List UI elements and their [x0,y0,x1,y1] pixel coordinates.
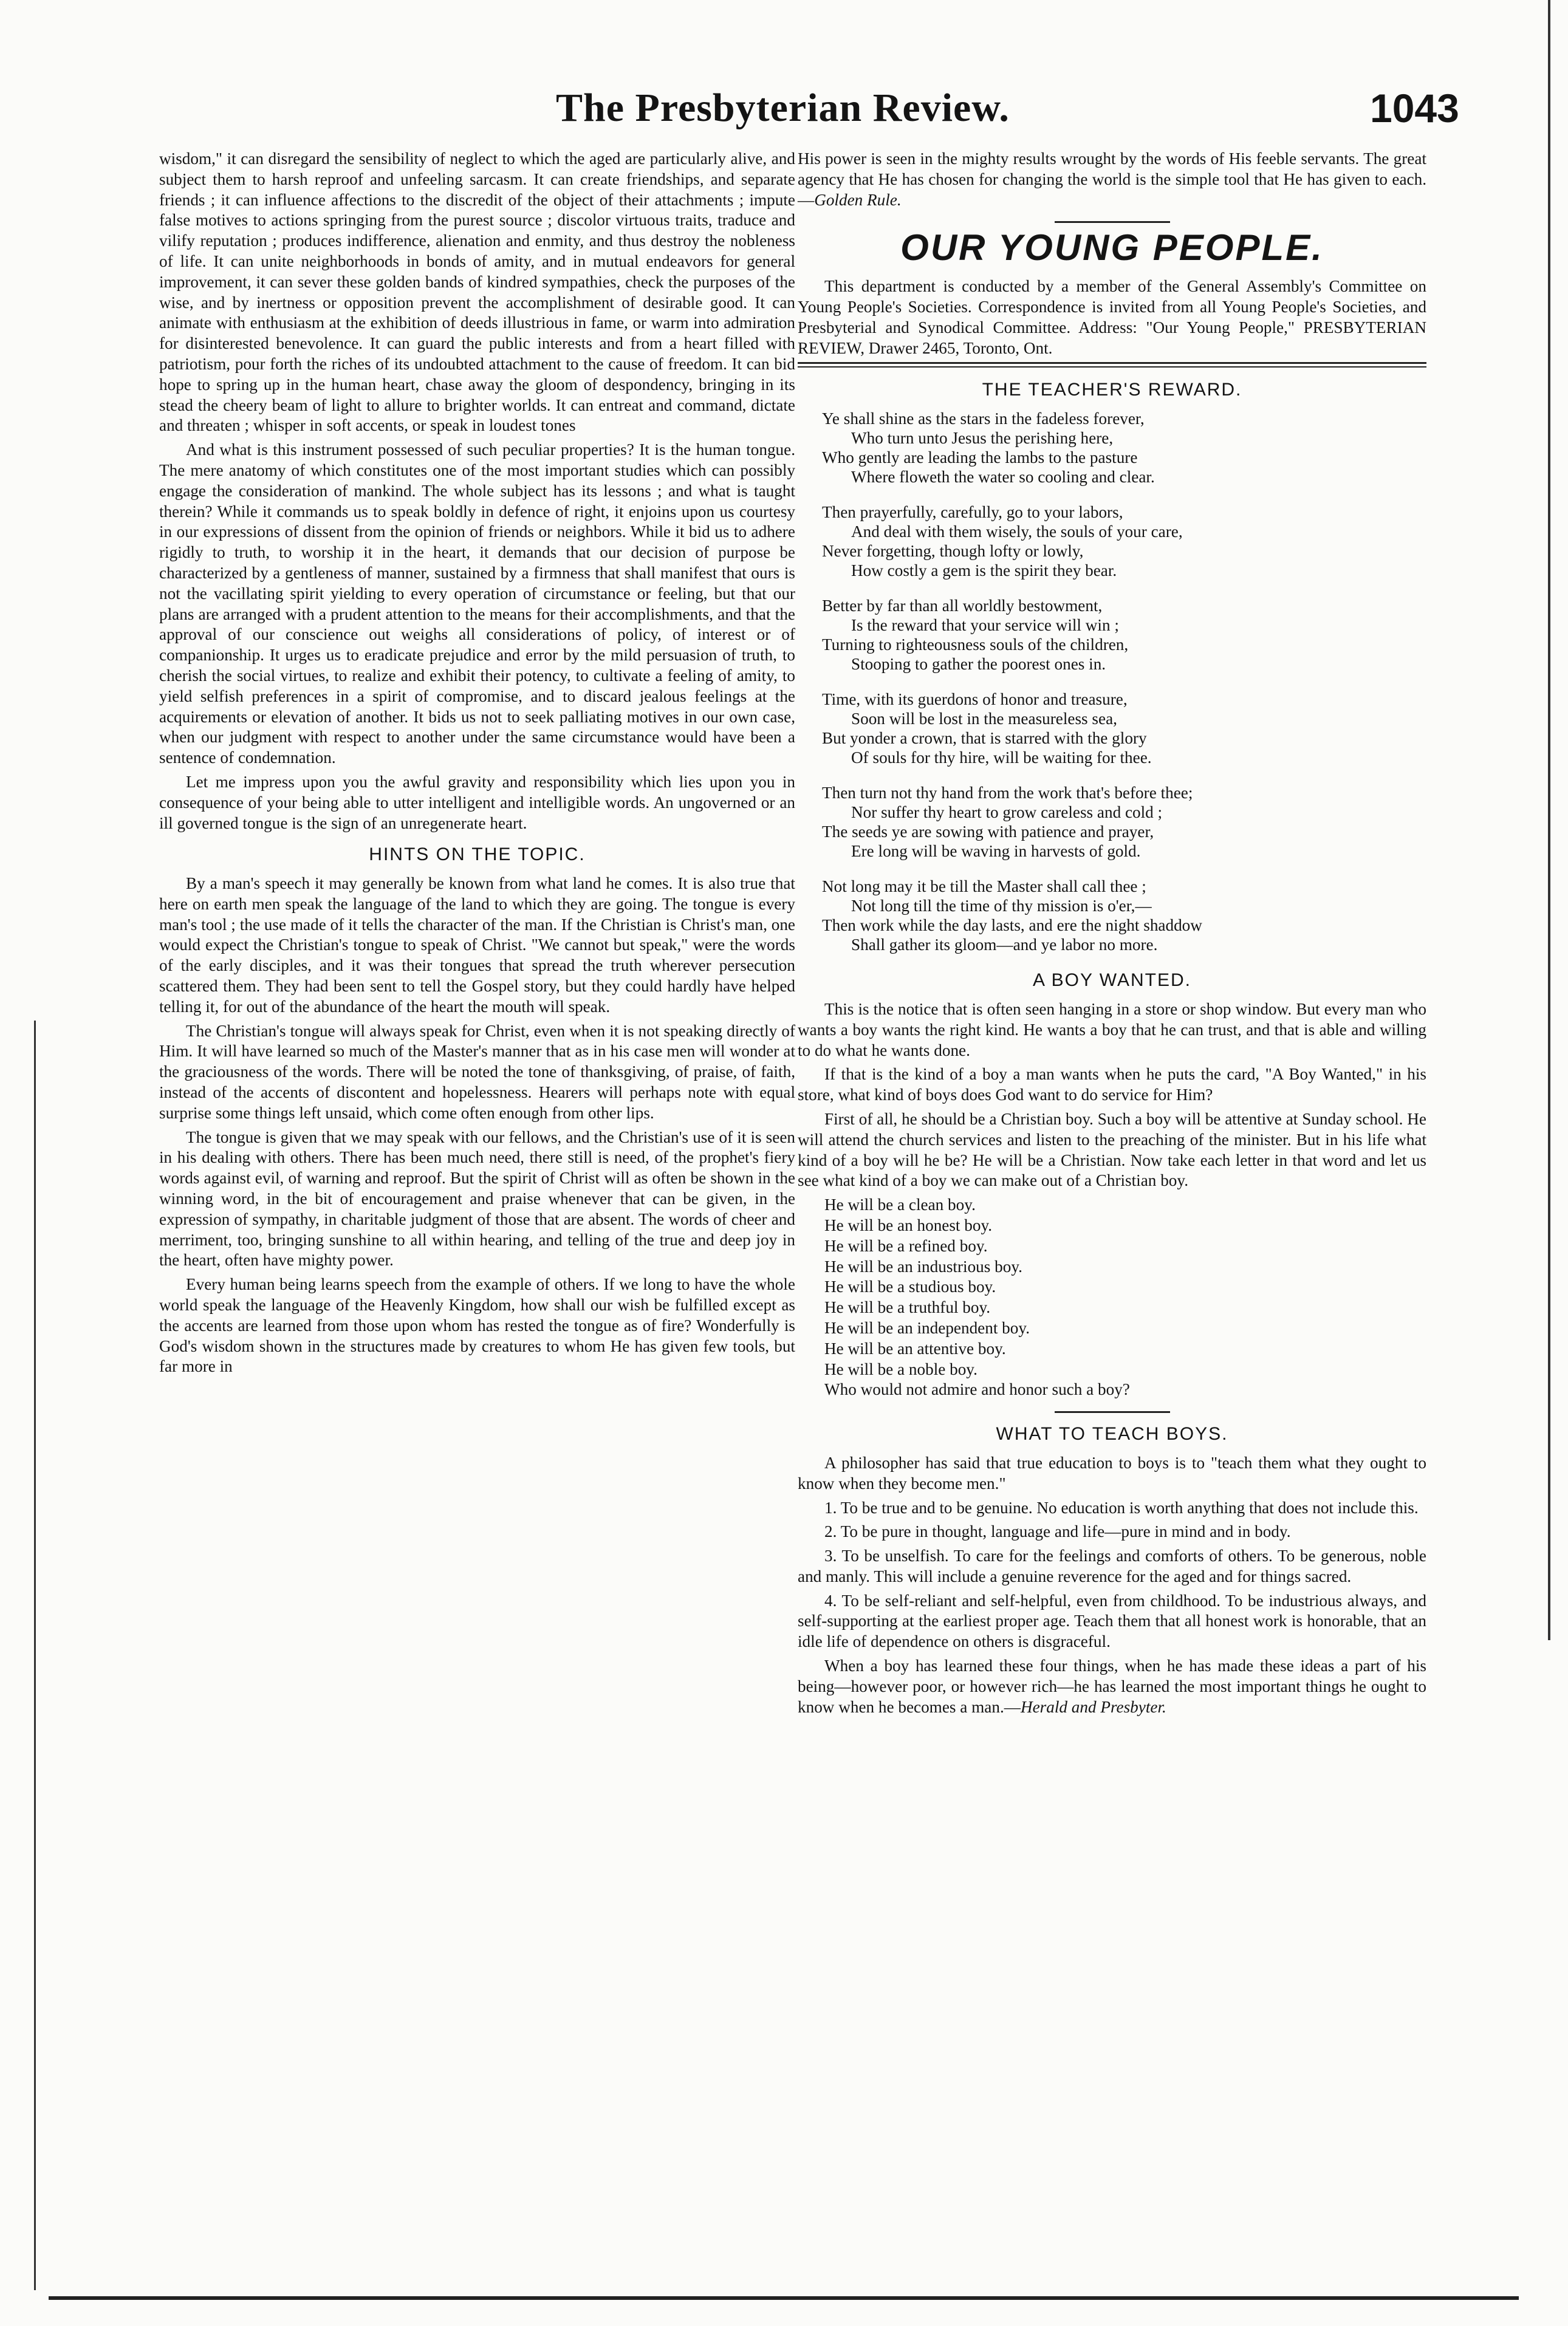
poem-line: Nor suffer thy heart to grow careless and cold ; [851,803,1163,822]
section-heading-young-people: OUR YOUNG PEOPLE. [900,227,1324,269]
paragraph: The Christian's tongue will always speak for Christ, even when it is not speaking directly of Him. It will have learned so much of the Master's manner that as in his case men will wonder at the graciousness of the words. There will be noted the tone of thanksgiving, of praise, of faith, instead of the accents of discontent and hopelessness. Hearers will perhaps note with equal surprise some things left unsaid, which come often enough from other lips. [159,1021,795,1122]
poem-line: The seeds ye are sowing with patience and prayer, [822,823,1154,841]
poem-line: Turning to righteousness souls of the children, [822,635,1129,654]
paragraph: If that is the kind of a boy a man wants when he puts the card, "A Boy Wanted," in his store, what kind of boys does God want to do service for Him? [798,1065,1426,1104]
paragraph: The tongue is given that we may speak with our fellows, and the Christian's use of it is seen in his dealing with others. There has been much need, there still is need, of the prophet's fiery words against evil, of warning and reproof. But the spirit of Christ will as often be shown in the winning word, in the bit of encouragement and praise whenever that can be given, in the expression of sympathy, in charitable judgment of those that are absent. The words of cheer and merriment, too, bringing sunshine to all within hearing, and telling of the true and deep joy in the heart, often have mighty power. [159,1127,795,1270]
footer-rule [49,2296,1519,2300]
paragraph [798,1656,1426,1717]
poem-line: Better by far than all worldly bestowment, [822,597,1103,615]
paragraph: 2. To be pure in thought, language and life—pure in mind and in body. [824,1522,1291,1541]
poem-line: Who turn unto Jesus the perishing here, [851,429,1114,448]
list-item: He will be a studious boy. [824,1278,996,1296]
page-header [58,85,1459,140]
masthead: The Presbyterian Review. [556,86,1010,130]
margin-line [1548,0,1550,1640]
poem-line: Ere long will be waving in harvests of gold. [851,842,1141,861]
list-item: He will be a clean boy. [824,1195,976,1214]
poem-line: Stooping to gather the poorest ones in. [851,655,1106,674]
poem-line: Not long till the time of thy mission is o'er,— [851,897,1152,915]
left-column [159,149,795,1381]
section-heading-hints: HINTS ON THE TOPIC. [369,844,586,865]
divider [1055,1411,1170,1413]
page-number: 1043 [1370,86,1459,131]
list-item: He will be a noble boy. [824,1360,977,1378]
poem-line: Ye shall shine as the stars in the fadeless forever, [822,409,1145,428]
list-item: He will be a truthful boy. [824,1298,991,1317]
paragraph: 4. To be self-reliant and self-helpful, even from childhood. To be industrious always, and self-supporting at the earliest proper age. Teach them that all honest work is honorable, that an idle life of dependence on others is disgraceful. [798,1591,1426,1651]
paragraph-text: His power is seen in the mighty results wrought by the words of His feeble servants. The great agency that He has chosen for changing the world is the simple tool that He has given to each.— [798,149,1426,209]
stanza [822,502,1426,580]
poem [822,409,1426,954]
poem-line: Of souls for thy hire, will be waiting for thee. [851,748,1152,767]
poem-line: Time, with its guerdons of honor and treasure, [822,690,1128,709]
poem-line: Is the reward that your service will win ; [851,616,1119,635]
list-item: He will be an independent boy. [824,1318,1030,1337]
paragraph: Every human being learns speech from the example of others. If we long to have the whole world speak the language of the Heavenly Kingdom, how shall our wish be fulfilled except as the accents are learned from those upon whom has rested the tongue as of fire? Wonderfully is God's wisdom shown in the structures made by creatures to whom He has given few tools, but far more in [159,1275,795,1376]
poem-line: How costly a gem is the spirit they bear. [851,561,1117,580]
poem-line: Not long may it be till the Master shall call thee ; [822,877,1146,896]
poem-line: Shall gather its gloom—and ye labor no more. [851,936,1158,954]
stanza [822,689,1426,767]
stanza [822,877,1426,954]
paragraph: This is the notice that is often seen hanging in a store or shop window. But every man who wants a boy wants the right kind. He wants a boy that he can trust, and that is able and willing to do what he wants done. [798,999,1426,1059]
paragraph: A philosopher has said that true education to boys is to "teach them what they ought to know when they become men." [798,1453,1426,1493]
poem-line: And deal with them wisely, the souls of your care, [851,522,1183,541]
section-heading-teacher: THE TEACHER'S REWARD. [982,380,1242,400]
intro-paragraph: This department is conducted by a member of the General Assembly's Committee on Young People's Societies. Correspondence is invited from all Young People's Societies, and Presbyterial and Synodical Committee. Address: "Our Young People," PRESBYTERIAN REVIEW, Drawer 2465, Toronto, Ont. [798,277,1426,357]
stanza [822,783,1426,861]
paragraph: Let me impress upon you the awful gravity and responsibility which lies upon you in consequence of your being able to utter intelligent and intelligible words. An ungoverned or an ill governed tongue is the sign of an unregenerate heart. [159,772,795,832]
attribution: Herald and Presbyter. [1020,1697,1166,1716]
list-item: Who would not admire and honor such a boy? [824,1380,1130,1399]
list-item: He will be an attentive boy. [824,1339,1006,1358]
poem-line: Soon will be lost in the measureless sea, [851,710,1117,728]
stanza [822,596,1426,674]
right-column [798,149,1426,1721]
list-item: He will be an honest boy. [824,1216,993,1234]
poem-line: Then turn not thy hand from the work that's before thee; [822,784,1193,802]
poem-line: Then prayerfully, carefully, go to your labors, [822,503,1123,522]
paragraph [798,149,1426,210]
poem-line: But yonder a crown, that is starred with the glory [822,729,1147,748]
margin-line [34,1021,36,2290]
stanza [822,409,1426,487]
section-heading-boy-wanted: A BOY WANTED. [1032,970,1192,991]
poem-line: Who gently are leading the lambs to the pasture [822,448,1138,467]
paragraph-text: When a boy has learned these four things, when he has made these ideas a part of his being—however poor, or however rich—he has learned the most important things he ought to know when he becomes a man.— [798,1657,1426,1716]
list-item: He will be a refined boy. [824,1236,988,1255]
poem-line: Then work while the day lasts, and ere the night shaddow [822,916,1202,935]
paragraph: 1. To be true and to be genuine. No education is worth anything that does not include this. [824,1498,1419,1517]
poem-line: Where floweth the water so cooling and clear. [851,468,1155,487]
paragraph: By a man's speech it may generally be known from what land he comes. It is also true that here on earth men speak the language of the land to which they are going. The tongue is every man's tool ; the use made of it tells the character of the man. If the Christian is Christ's man, one would expect the Christian's tongue to speak of Christ. "We cannot but speak," were the words of the early disciples, and it was their tongues that spread the truth wherever persecution scattered them. They had been sent to tell the Gospel story, but they could hardly have helped telling it, for out of the abundance of the heart the mouth will speak. [159,874,795,1016]
paragraph: First of all, he should be a Christian boy. Such a boy will be attentive at Sunday school. He will attend the church services and listen to the preaching of the minister. But in his life what kind of a boy will he be? He will be a Christian. Now take each letter in that word and let us see what kind of a boy we can make out of a Christian boy. [798,1109,1426,1190]
poem-line: Never forgetting, though lofty or lowly, [822,542,1084,561]
paragraph: And what is this instrument possessed of such peculiar properties? It is the human tongue. The mere anatomy of which constitutes one of the most important studies which can possibly engage the consideration of mankind. The whole subject has its lessons ; and what is taught therein? While it commands us to speak boldly in defence of right, it enjoins upon us courtesy in our expressions of dissent from the opinion of friends or neighbors. While it bid us to adhere rigidly to truth, to worship it in the heart, it demands that our decision of purpose be characterized by a gentleness of manner, sustained by a firmness that shall manifest that ours is not the vacillating spirit yielding to every operation of circumstance or feeling, but that our plans are arranged with a prudent attention to the means for their accomplishments, and that the approval of our conscience out weighs all considerations of policy, of interest or of companionship. It urges us to eradicate prejudice and error by the mild persuasion of truth, to cherish the social virtues, to realize and exhibit their potency, to cultivate a feeling of amity, to yield selfish preferences in a spirit of compromise, and to discard jealous feelings at the acquirements or elevation of another. It bids us not to seek palliating motives in our own case, when our judgment with respect to another under the same circumstance would have been a sentence of condemnation. [159,440,795,767]
divider [1055,221,1170,223]
paragraph: wisdom," it can disregard the sensibility of neglect to which the aged are particularly alive, and subject them to harsh reproof and unfeeling sarcasm. It can create friendships, and separate friends ; it can influence affections to the discredit of the object of their attachments ; impute false motives to actions springing from the purest source ; discolor virtuous traits, traduce and vilify reputation ; produces indifference, alienation and enmity, and thus destroy the nobleness of life. It can unite neighborhoods in bonds of amity, and in mutual endeavors for general improvement, it can sever these golden bands of kindred sympathies, check the purposes of the wise, and by inertness or opposition prevent the accomplishment of desirable good. It can animate with enthusiasm at the exhibition of deeds illustrious in fame, or warm into admiration for disinterested benevolence. It can guard the public interests and from a heart filled with patriotism, pour forth the riches of its undoubted attachment to the cause of freedom. It can bid hope to spring up in the human heart, chase away the gloom of despondency, bringing in its stead the cheery beam of light to allure to brighter worlds. It can entreat and command, dictate and threaten ; whisper in soft accents, or speak in loudest tones [159,149,795,435]
paragraph: 3. To be unselfish. To care for the feelings and comforts of others. To be generous, noble and manly. This will include a genuine reverence for the aged and for things sacred. [798,1547,1426,1585]
section-heading-teach-boys: WHAT TO TEACH BOYS. [996,1424,1228,1445]
boy-list [798,1195,1426,1400]
attribution: Golden Rule. [814,190,902,209]
double-divider [798,362,1426,368]
list-item: He will be an industrious boy. [824,1257,1022,1276]
